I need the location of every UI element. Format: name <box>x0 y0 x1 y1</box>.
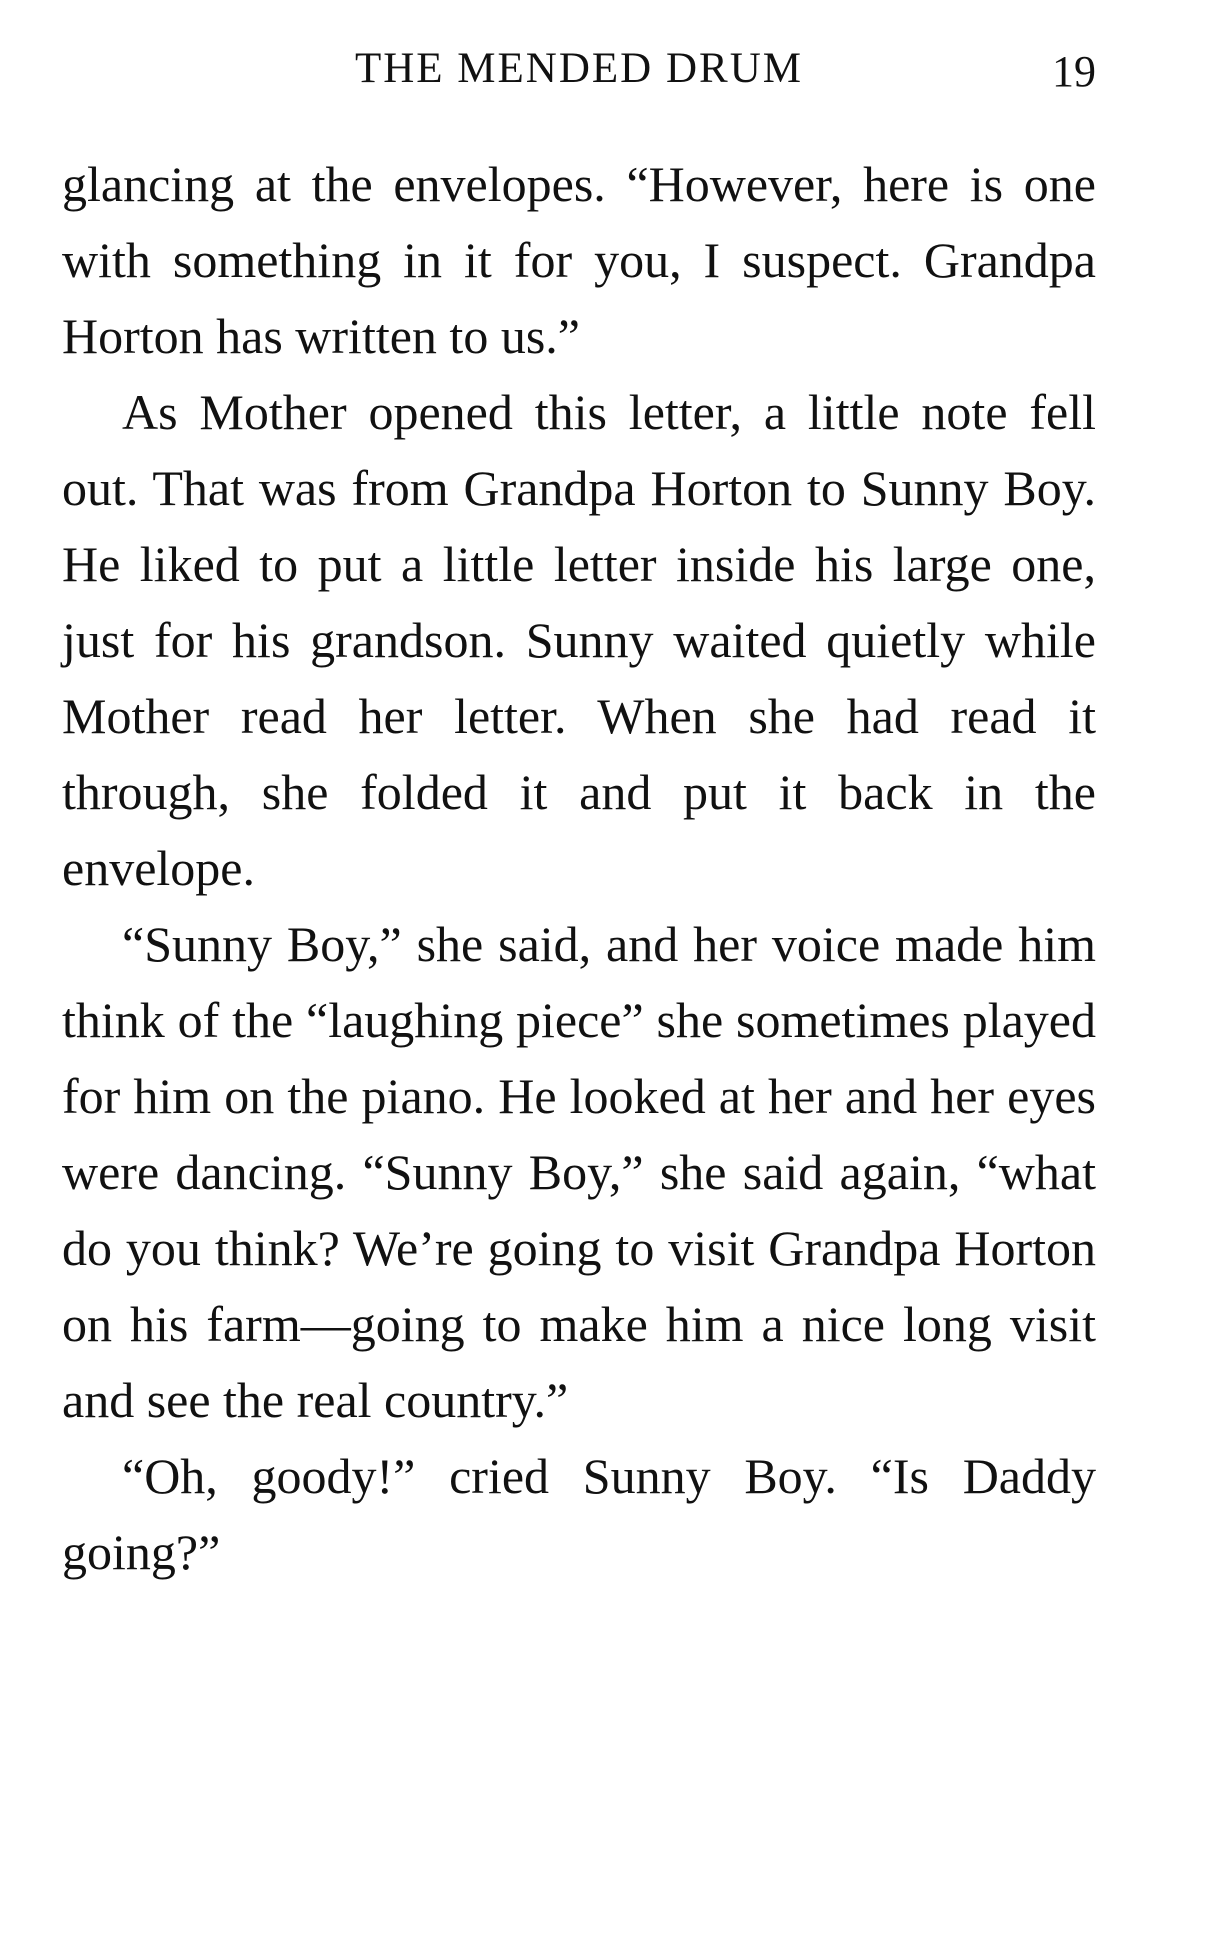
running-header <box>62 40 1096 112</box>
paragraph-announcement: “Sunny Boy,” she said, and her voice made him think of the “laughing piece” she sometimes played for him on the piano. He looked at her and her eyes were dancing. “Sunny Boy,” she said again, “what do you think? We’re going to visit Grandpa Horton on his farm—going to make him a nice long visit and see the real country.” <box>62 916 1096 1428</box>
paragraph-letter: As Mother opened this letter, a little note fell out. That was from Grandpa Horton to Sunny Boy. He liked to put a little letter inside his large one, just for his grandson. Sunny waited quietly while Mother read her letter. When she had read it through, she folded it and put it back in the envelope. <box>62 384 1096 896</box>
paragraph-reply: “Oh, goody!” cried Sunny Boy. “Is Daddy going?” <box>62 1448 1096 1580</box>
page-number: 19 <box>1052 47 1096 96</box>
paragraph-continued: glancing at the envelopes. “However, here is one with something in it for you, I suspect. Grandpa Horton has written to us.” <box>62 156 1096 364</box>
body-text <box>62 146 1096 1590</box>
book-page <box>62 40 1096 1590</box>
chapter-title: THE MENDED DRUM <box>354 45 804 92</box>
